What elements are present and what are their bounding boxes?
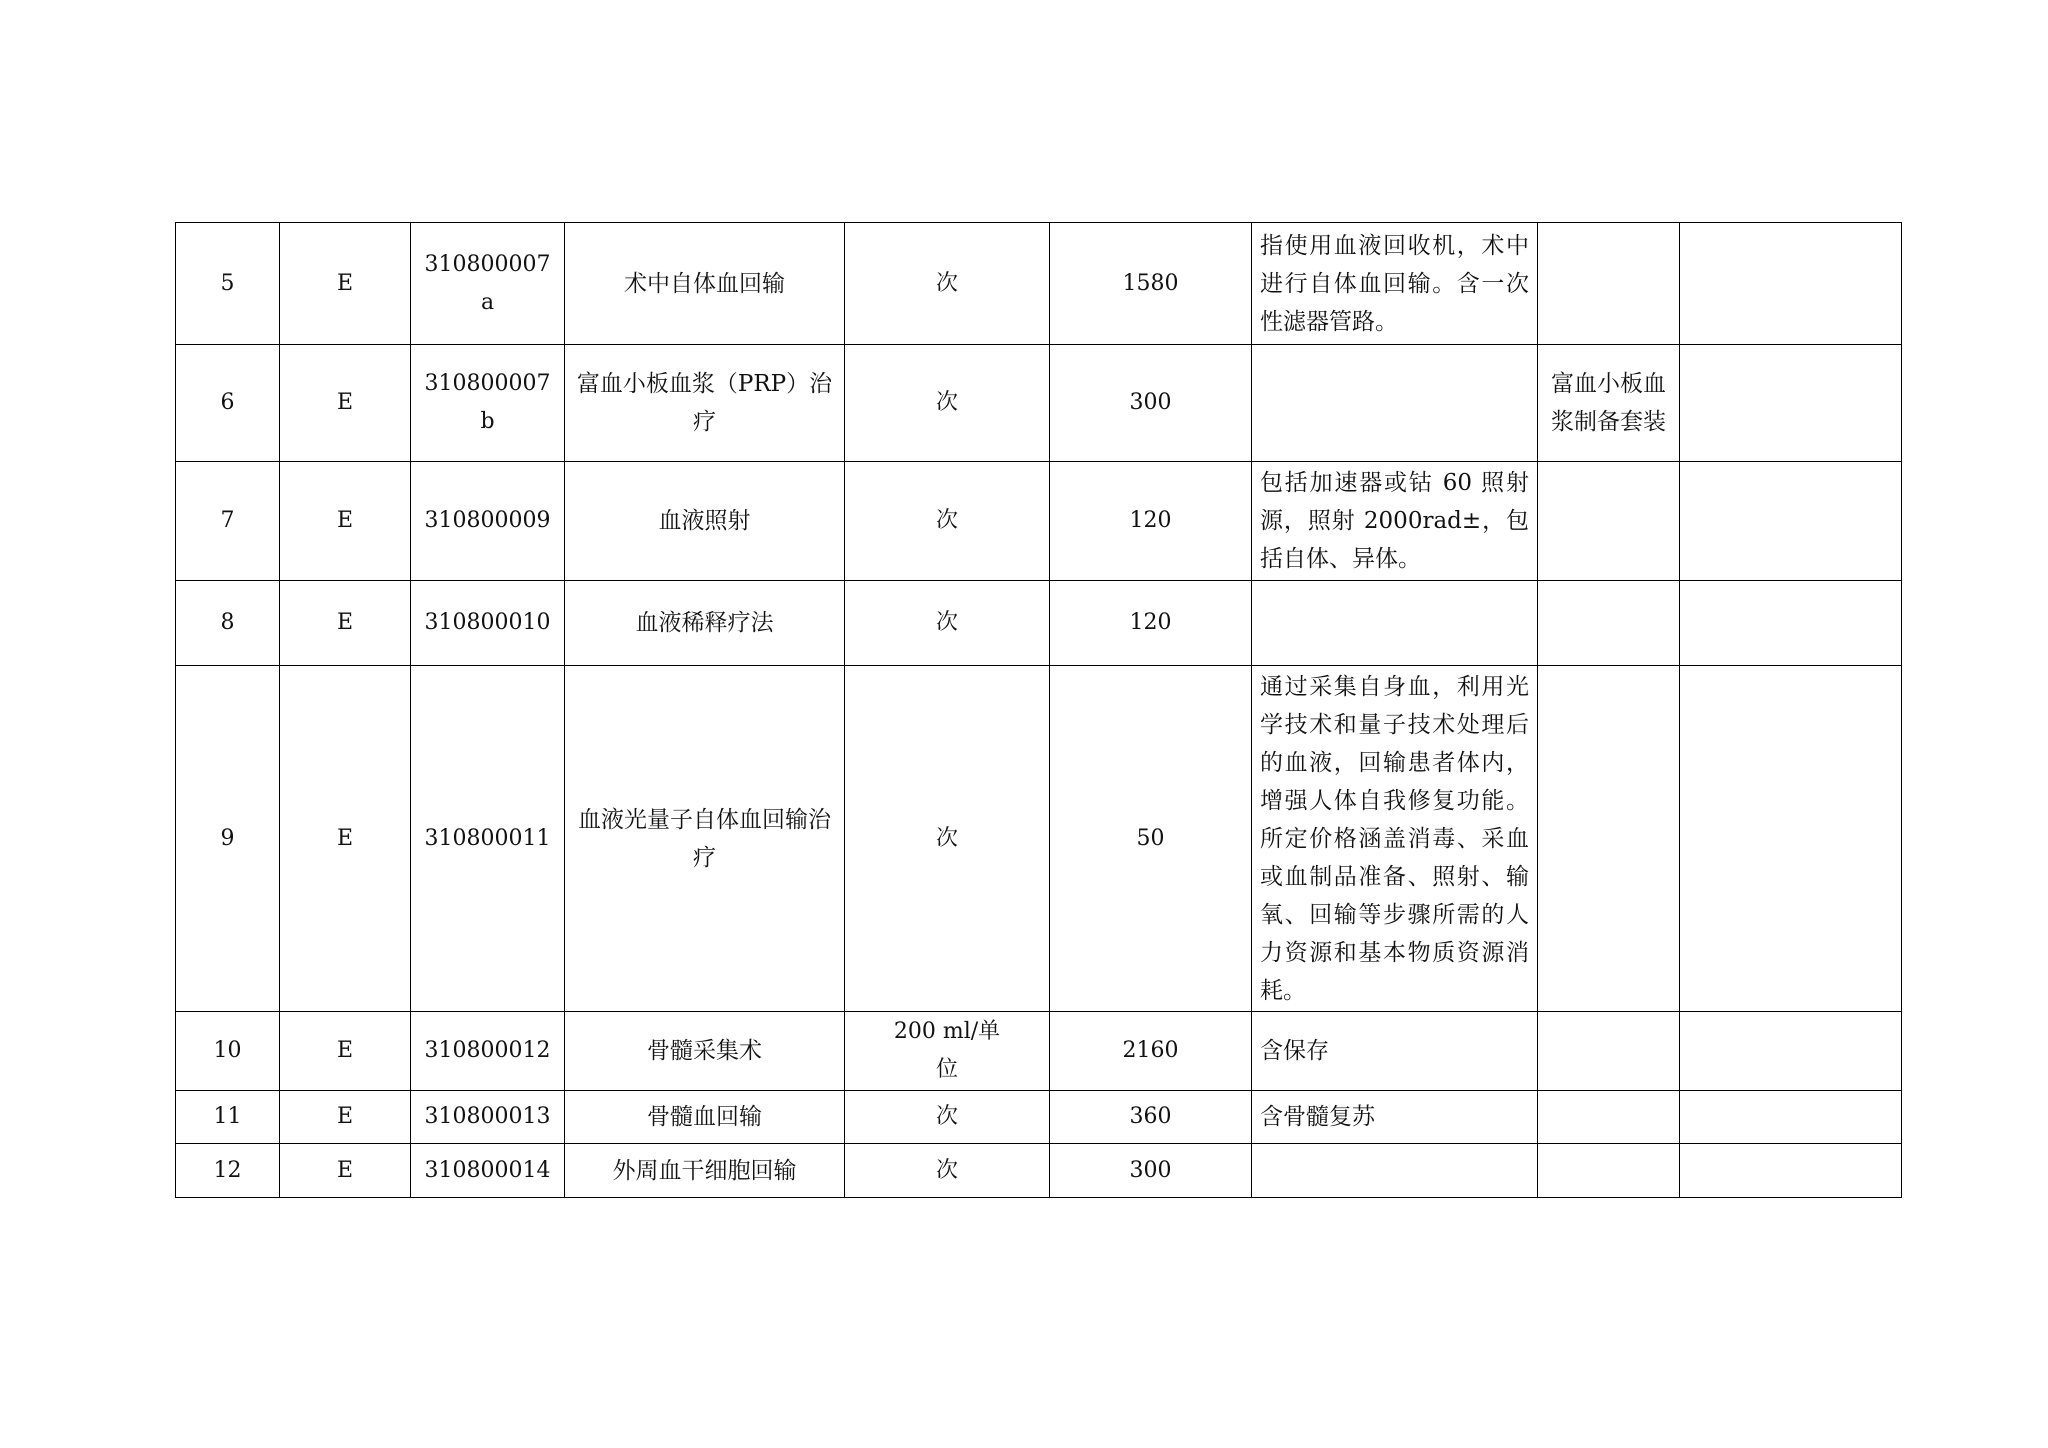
- row-unit: 次: [845, 666, 1050, 1012]
- table-row: [176, 345, 1902, 462]
- row-unit: 200 ml/单位: [845, 1012, 1050, 1091]
- row-category: E: [280, 1144, 411, 1198]
- row-category: E: [280, 666, 411, 1012]
- table-row: [176, 666, 1902, 1012]
- row-notes: [1680, 1144, 1902, 1198]
- row-price: 1580: [1050, 223, 1252, 345]
- row-description: [1252, 345, 1538, 462]
- row-code: 310800013: [411, 1091, 565, 1144]
- row-materials: 富血小板血浆制备套装: [1538, 345, 1680, 462]
- row-price: 300: [1050, 345, 1252, 462]
- row-notes: [1680, 345, 1902, 462]
- row-code: 310800007b: [411, 345, 565, 462]
- row-code: 310800012: [411, 1012, 565, 1091]
- table-row: [176, 1091, 1902, 1144]
- row-materials: [1538, 666, 1680, 1012]
- row-description: 含保存: [1252, 1012, 1538, 1091]
- row-materials: [1538, 462, 1680, 581]
- row-category: E: [280, 223, 411, 345]
- row-category: E: [280, 1012, 411, 1091]
- row-name: 术中自体血回输: [565, 223, 845, 345]
- row-unit: 次: [845, 345, 1050, 462]
- row-description: 含骨髓复苏: [1252, 1091, 1538, 1144]
- row-notes: [1680, 581, 1902, 666]
- row-notes: [1680, 223, 1902, 345]
- table-row: [176, 1012, 1902, 1091]
- row-category: E: [280, 462, 411, 581]
- row-category: E: [280, 1091, 411, 1144]
- row-materials: [1538, 581, 1680, 666]
- row-name: 外周血干细胞回输: [565, 1144, 845, 1198]
- row-materials: [1538, 223, 1680, 345]
- row-number: 8: [176, 581, 280, 666]
- row-category: E: [280, 345, 411, 462]
- row-name: 富血小板血浆（PRP）治疗: [565, 345, 845, 462]
- row-number: 6: [176, 345, 280, 462]
- row-number: 5: [176, 223, 280, 345]
- row-price: 300: [1050, 1144, 1252, 1198]
- row-number: 9: [176, 666, 280, 1012]
- row-code: 310800011: [411, 666, 565, 1012]
- row-code: 310800010: [411, 581, 565, 666]
- row-price: 50: [1050, 666, 1252, 1012]
- row-description: [1252, 581, 1538, 666]
- row-unit: 次: [845, 581, 1050, 666]
- row-unit: 次: [845, 1091, 1050, 1144]
- row-unit: 次: [845, 1144, 1050, 1198]
- table-row: [176, 223, 1902, 345]
- row-price: 2160: [1050, 1012, 1252, 1091]
- price-table: [175, 222, 1902, 1198]
- row-name: 血液稀释疗法: [565, 581, 845, 666]
- row-unit: 次: [845, 223, 1050, 345]
- row-materials: [1538, 1091, 1680, 1144]
- table-row: [176, 462, 1902, 581]
- row-notes: [1680, 666, 1902, 1012]
- row-name: 血液光量子自体血回输治疗: [565, 666, 845, 1012]
- row-price: 120: [1050, 581, 1252, 666]
- row-number: 10: [176, 1012, 280, 1091]
- row-code: 310800014: [411, 1144, 565, 1198]
- row-number: 7: [176, 462, 280, 581]
- row-code: 310800009: [411, 462, 565, 581]
- row-description: 包括加速器或钴 60 照射源，照射 2000rad±，包括自体、异体。: [1252, 462, 1538, 581]
- row-notes: [1680, 462, 1902, 581]
- row-code: 310800007a: [411, 223, 565, 345]
- row-number: 12: [176, 1144, 280, 1198]
- row-notes: [1680, 1091, 1902, 1144]
- row-description: 指使用血液回收机，术中进行自体血回输。含一次性滤器管路。: [1252, 223, 1538, 345]
- row-name: 骨髓采集术: [565, 1012, 845, 1091]
- row-description: [1252, 1144, 1538, 1198]
- row-description: 通过采集自身血，利用光学技术和量子技术处理后的血液，回输患者体内，增强人体自我修复功能。所定价格涵盖消毒、采血或血制品准备、照射、输氧、回输等步骤所需的人力资源和基本物质资源消耗。: [1252, 666, 1538, 1012]
- row-notes: [1680, 1012, 1902, 1091]
- row-price: 120: [1050, 462, 1252, 581]
- row-materials: [1538, 1012, 1680, 1091]
- row-unit: 次: [845, 462, 1050, 581]
- row-price: 360: [1050, 1091, 1252, 1144]
- table-row: [176, 1144, 1902, 1198]
- table-row: [176, 581, 1902, 666]
- row-name: 血液照射: [565, 462, 845, 581]
- row-name: 骨髓血回输: [565, 1091, 845, 1144]
- row-number: 11: [176, 1091, 280, 1144]
- row-category: E: [280, 581, 411, 666]
- row-materials: [1538, 1144, 1680, 1198]
